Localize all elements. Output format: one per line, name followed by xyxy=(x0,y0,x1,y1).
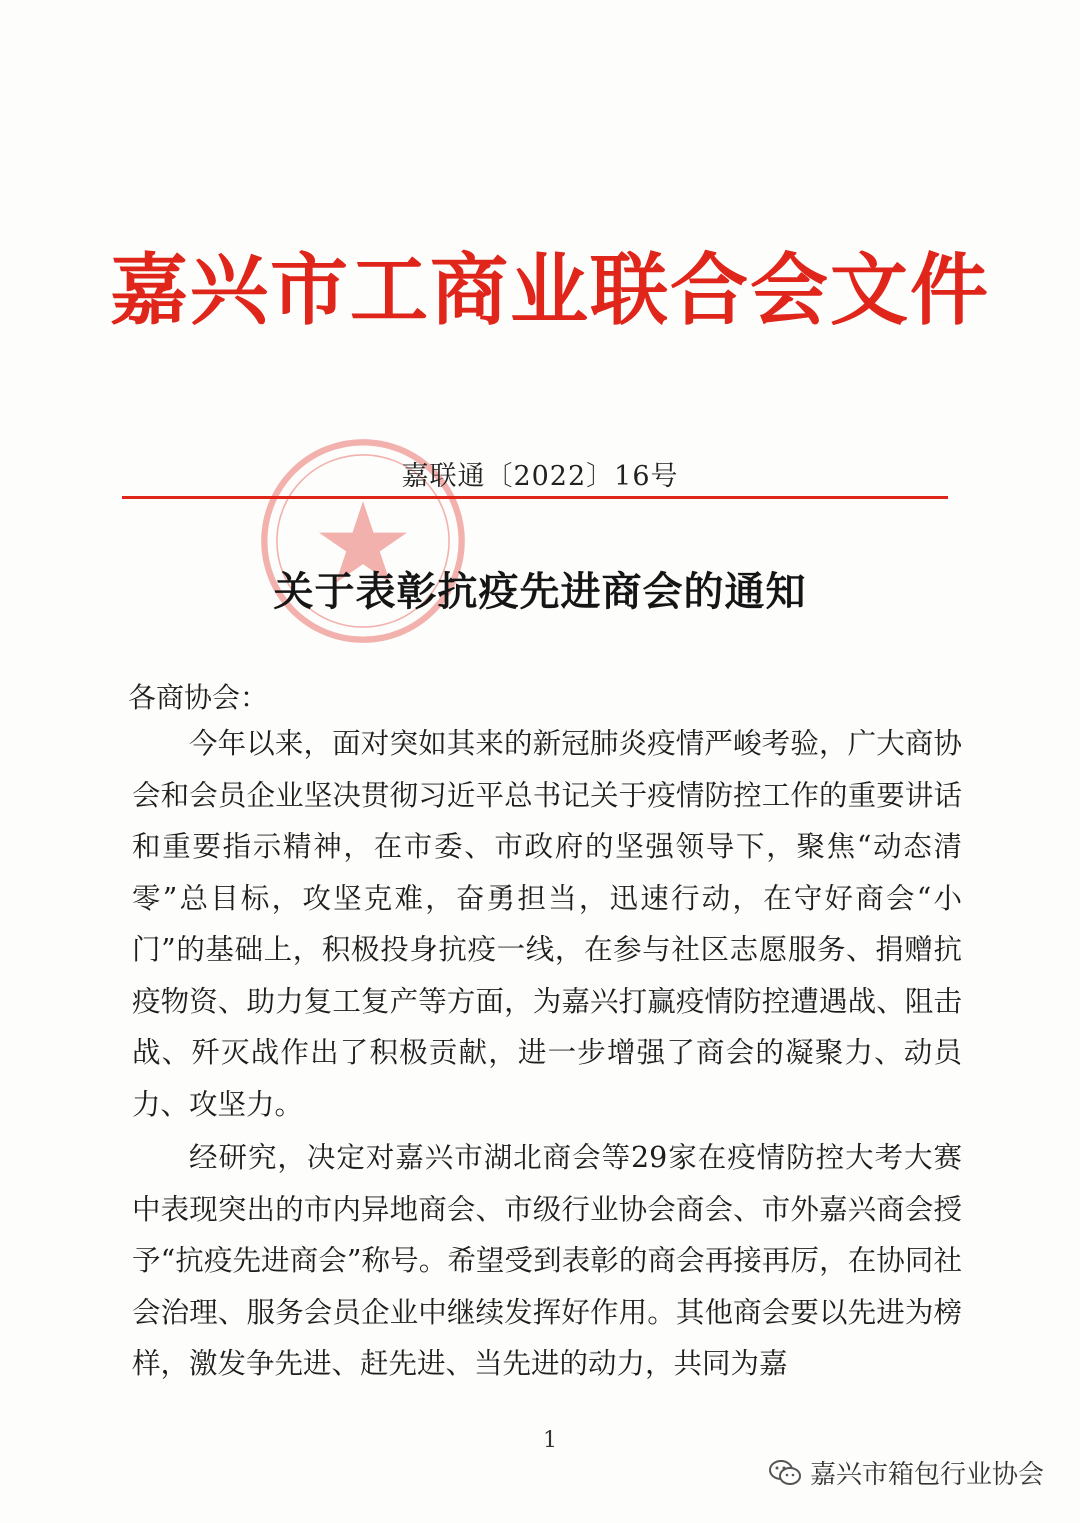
salutation: 各商协会： xyxy=(128,681,269,714)
page-number: 1 xyxy=(543,1428,557,1453)
document-header: 嘉兴市工商业联合会文件 xyxy=(110,245,991,336)
red-divider xyxy=(122,496,948,499)
document-title: 关于表彰抗疫先进商会的通知 xyxy=(273,568,807,615)
body-paragraph: 今年以来，面对突如其来的新冠肺炎疫情严峻考验，广大商协会和会员企业坚决贯彻习近平总书记关于疫情防控工作的重要讲话和重要指示精神，在市委、市政府的坚强领导下，聚焦“动态清零”总目标，攻坚克难，奋勇担当，迅速行动，在守好商会“小门”的基础上，积极投身抗疫一线，在参与社区志愿服务、捐赠抗疫物资、助力复工复产等方面，为嘉兴打赢疫情防控遭遇战、阻击战、歼灭战作出了积极贡献，进一步增强了商会的凝聚力、动员力、攻坚力。 xyxy=(132,727,962,1121)
wechat-icon xyxy=(768,1458,802,1488)
body-paragraph: 经研究，决定对嘉兴市湖北商会等29家在疫情防控大考大赛中表现突出的市内异地商会、市级行业协会商会、市外嘉兴商会授予“抗疫先进商会”称号。希望受到表彰的商会再接再厉，在协同社会治理、服务会员企业中继续发挥好作用。其他商会要以先进为榜样，激发争先进、赶先进、当先进的动力，共同为嘉 xyxy=(132,1141,962,1380)
account-watermark xyxy=(768,1454,1044,1491)
document-number: 嘉联通〔2022〕16号 xyxy=(401,461,679,492)
watermark-text: 嘉兴市箱包行业协会 xyxy=(810,1460,1045,1490)
document-body xyxy=(132,718,962,1390)
